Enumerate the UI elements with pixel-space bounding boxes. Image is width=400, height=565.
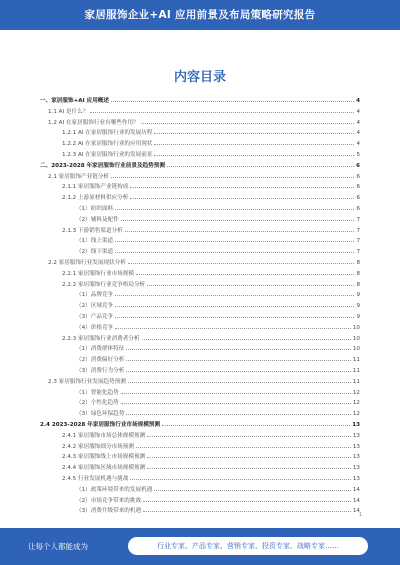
toc-entry-title: 2.1 家居服饰产业链分析 [48, 173, 110, 180]
toc-entry-page: 8 [356, 270, 360, 277]
toc-entry[interactable] [40, 202, 360, 212]
toc-entry-title: （2）线下渠道 [76, 249, 114, 256]
toc-entry[interactable] [40, 224, 360, 234]
toc-leader-dots [121, 403, 351, 404]
toc-leader-dots [115, 241, 354, 242]
toc-entry[interactable] [40, 170, 360, 180]
toc-entry-title: （1）政策环境带来的发展机遇 [76, 486, 153, 493]
toc-leader-dots [115, 295, 354, 296]
toc-leader-dots [154, 155, 354, 156]
toc-leader-dots [121, 220, 355, 221]
toc-entry[interactable] [40, 191, 360, 201]
toc-leader-dots [136, 274, 354, 275]
toc-leader-dots [111, 177, 354, 178]
toc-entry-page: 9 [356, 303, 360, 310]
toc-entry-page: 14 [352, 497, 360, 504]
toc-entry[interactable] [40, 461, 360, 471]
toc-entry-title: 1.2 AI 在家居服饰行业有哪些作用？ [48, 119, 139, 126]
toc-entry[interactable] [40, 321, 360, 331]
toc-entry[interactable] [40, 256, 360, 266]
toc-leader-dots [136, 447, 351, 448]
toc-entry-title: （2）市场竞争带来的挑战 [76, 497, 142, 504]
toc-leader-dots [115, 328, 351, 329]
toc-entry[interactable] [40, 267, 360, 277]
toc-entry[interactable] [40, 116, 360, 126]
toc-entry-title: （2）消费偏好分析 [76, 357, 125, 364]
toc-entry-title: 二、2023-2028 年家居服饰行业前景及趋势预测 [40, 162, 165, 169]
footer-slogan: 让每个人都能成为 [28, 542, 88, 551]
toc-entry-page: 4 [356, 119, 360, 126]
toc-entry-page: 12 [352, 389, 360, 396]
toc-leader-dots [147, 468, 351, 469]
toc-entry[interactable] [40, 418, 360, 428]
toc-entry-page: 8 [356, 260, 360, 266]
toc-entry-title: 2.4.3 家居服饰线上市场规模预测 [62, 454, 146, 461]
toc-leader-dots [154, 133, 354, 134]
toc-entry-title: （1）智能化趋势 [76, 389, 119, 396]
toc-leader-dots [130, 198, 354, 199]
footer-bar [0, 528, 400, 565]
toc-entry-page: 6 [356, 173, 360, 180]
toc-entry[interactable] [40, 105, 360, 115]
table-of-contents [40, 94, 360, 518]
toc-leader-dots [126, 371, 351, 372]
toc-leader-dots [126, 349, 351, 350]
toc-entry[interactable] [40, 472, 360, 482]
toc-entry-title: （4）价格竞争 [76, 324, 114, 331]
toc-entry-page: 7 [356, 216, 360, 223]
toc-entry[interactable] [40, 504, 360, 514]
toc-entry-page: 10 [352, 324, 360, 331]
toc-entry-page: 8 [356, 281, 360, 288]
toc-entry[interactable] [40, 299, 360, 309]
toc-entry[interactable] [40, 429, 360, 439]
toc-leader-dots [143, 511, 351, 512]
toc-entry-page: 14 [352, 486, 360, 493]
toc-entry[interactable] [40, 213, 360, 223]
toc-leader-dots [115, 209, 354, 210]
toc-entry-title: 1.2.2 AI 在家居服饰行业的应用现状 [62, 141, 153, 148]
toc-entry-title: 2.4 2023-2028 年家居服饰行业市场规模预测 [40, 422, 160, 428]
toc-entry[interactable] [40, 278, 360, 288]
toc-leader-dots [126, 414, 351, 415]
toc-entry-page: 13 [352, 443, 360, 450]
toc-entry-title: 2.2.1 家居服饰行业市场规模 [62, 270, 134, 277]
toc-entry-title: （1）品牌竞争 [76, 292, 114, 299]
toc-entry-page: 4 [356, 141, 360, 148]
toc-entry-title: （3）产品竞争 [76, 314, 114, 320]
toc-entry-page: 13 [352, 422, 360, 428]
toc-entry[interactable] [40, 386, 360, 396]
toc-leader-dots [142, 339, 351, 340]
toc-entry[interactable] [40, 375, 360, 385]
toc-leader-dots [128, 382, 351, 383]
toc-entry[interactable] [40, 364, 360, 374]
toc-leader-dots [167, 166, 354, 167]
toc-entry-page: 13 [352, 432, 360, 439]
report-header-bar [0, 0, 400, 30]
toc-entry-title: 2.4.5 行业发展机遇与挑战 [62, 476, 129, 482]
toc-entry-page: 12 [352, 411, 360, 418]
toc-entry-title: 2.1.2 上游原材料供应分析 [62, 195, 129, 202]
toc-entry-page: 10 [352, 346, 360, 353]
toc-leader-dots [147, 457, 351, 458]
toc-entry-page: 13 [352, 465, 360, 472]
toc-entry[interactable] [40, 234, 360, 244]
toc-entry[interactable] [40, 310, 360, 320]
toc-leader-dots [128, 263, 355, 264]
toc-entry[interactable] [40, 440, 360, 450]
page-number: 1 [358, 512, 362, 518]
toc-entry[interactable] [40, 450, 360, 460]
toc-entry-title: 2.2.2 家居服饰行业竞争格局分析 [62, 281, 146, 288]
toc-entry-title: 2.4.2 家居服饰细分市场预测 [62, 443, 134, 450]
toc-leader-dots [115, 306, 354, 307]
toc-leader-dots [115, 317, 354, 318]
toc-entry-title: 1.1 AI 是什么？ [48, 108, 89, 115]
toc-entry-page: 6 [356, 184, 360, 191]
toc-leader-dots [154, 490, 351, 491]
toc-entry[interactable] [40, 245, 360, 255]
toc-entry-title: 1.2.1 AI 在家居服饰行业的发展历程 [62, 130, 153, 137]
toc-entry-page: 7 [356, 238, 360, 245]
toc-entry-title: 2.1.3 下游销售渠道分析 [62, 227, 123, 234]
toc-entry[interactable] [40, 126, 360, 136]
toc-entry-page: 12 [352, 400, 360, 407]
toc-entry[interactable] [40, 342, 360, 352]
toc-leader-dots [130, 187, 354, 188]
toc-entry-title: （3）绿色环保趋势 [76, 411, 125, 418]
toc-leader-dots [143, 501, 351, 502]
toc-leader-dots [147, 285, 354, 286]
toc-leader-dots [162, 425, 350, 426]
toc-entry-title: 2.2 家居服饰行业发展现状分析 [48, 260, 126, 266]
toc-entry[interactable] [40, 353, 360, 363]
toc-entry-page: 5 [356, 152, 360, 158]
toc-entry-page: 4 [356, 98, 360, 104]
toc-entry[interactable] [40, 94, 360, 104]
toc-leader-dots [154, 144, 354, 145]
toc-leader-dots [121, 393, 351, 394]
toc-entry-page: 11 [352, 378, 360, 385]
toc-entry-page: 6 [356, 162, 360, 169]
toc-entry-title: （1）纺织面料 [76, 206, 114, 212]
report-title: 家居服饰企业+AI 应用前景及布局策略研究报告 [84, 9, 316, 21]
toc-entry-title: 1.2.3 AI 在家居服饰行业的发展前景 [62, 152, 153, 158]
toc-entry-title: （2）辅料及配件 [76, 216, 119, 223]
toc-entry-page: 9 [356, 314, 360, 320]
toc-entry-title: （2）个性化趋势 [76, 400, 119, 407]
toc-leader-dots [125, 231, 355, 232]
toc-entry[interactable] [40, 148, 360, 158]
toc-leader-dots [90, 112, 354, 113]
toc-entry-title: 一、家居服饰+AI 应用概述 [40, 98, 109, 104]
toc-entry-title: （3）消费行为分析 [76, 368, 125, 374]
toc-entry-page: 7 [356, 249, 360, 256]
toc-entry-page: 10 [352, 335, 360, 342]
toc-entry[interactable] [40, 332, 360, 342]
toc-entry-page: 13 [352, 476, 360, 482]
toc-entry-page: 6 [356, 195, 360, 202]
toc-leader-dots [130, 479, 351, 480]
toc-entry-title: 2.1.1 家居服饰产业链构成 [62, 184, 129, 191]
toc-entry-title: 2.4.1 家居服饰市场总体规模预测 [62, 432, 146, 439]
toc-leader-dots [111, 101, 354, 102]
toc-entry-page: 11 [352, 368, 360, 374]
toc-entry-title: 2.4.4 家居服饰区域市场规模预测 [62, 465, 146, 472]
toc-entry-title: （1）消费群体特征 [76, 346, 125, 353]
toc-entry[interactable] [40, 137, 360, 147]
toc-entry-title: 2.3 家居服饰行业发展趋势预测 [48, 378, 126, 385]
toc-entry[interactable] [40, 159, 360, 169]
footer-expert-pill: 行业专家、产品专家、营销专家、投资专家、战略专家…… [128, 537, 368, 555]
toc-entry-page: 4 [356, 130, 360, 137]
toc-leader-dots [115, 252, 354, 253]
toc-entry-title: （3）消费升级带来的机遇 [76, 508, 142, 515]
toc-entry[interactable] [40, 288, 360, 298]
toc-entry-page: 6 [356, 206, 360, 212]
toc-entry-page: 11 [352, 357, 360, 364]
toc-leader-dots [126, 360, 351, 361]
toc-leader-dots [147, 436, 351, 437]
toc-entry[interactable] [40, 180, 360, 190]
toc-entry-page: 7 [356, 227, 360, 234]
toc-entry-title: （1）线上渠道 [76, 238, 114, 245]
toc-entry[interactable] [40, 396, 360, 406]
toc-entry[interactable] [40, 407, 360, 417]
toc-heading: 内容目录 [173, 70, 226, 85]
toc-entry[interactable] [40, 494, 360, 504]
toc-entry-page: 9 [356, 292, 360, 299]
toc-entry-page: 4 [356, 108, 360, 115]
toc-entry-title: （2）区域竞争 [76, 303, 114, 310]
toc-entry[interactable] [40, 483, 360, 493]
toc-entry-title: 2.2.3 家居服饰行业消费者分析 [62, 335, 140, 342]
toc-entry-page: 14 [352, 508, 360, 515]
toc-entry-page: 13 [352, 454, 360, 461]
toc-leader-dots [141, 123, 355, 124]
